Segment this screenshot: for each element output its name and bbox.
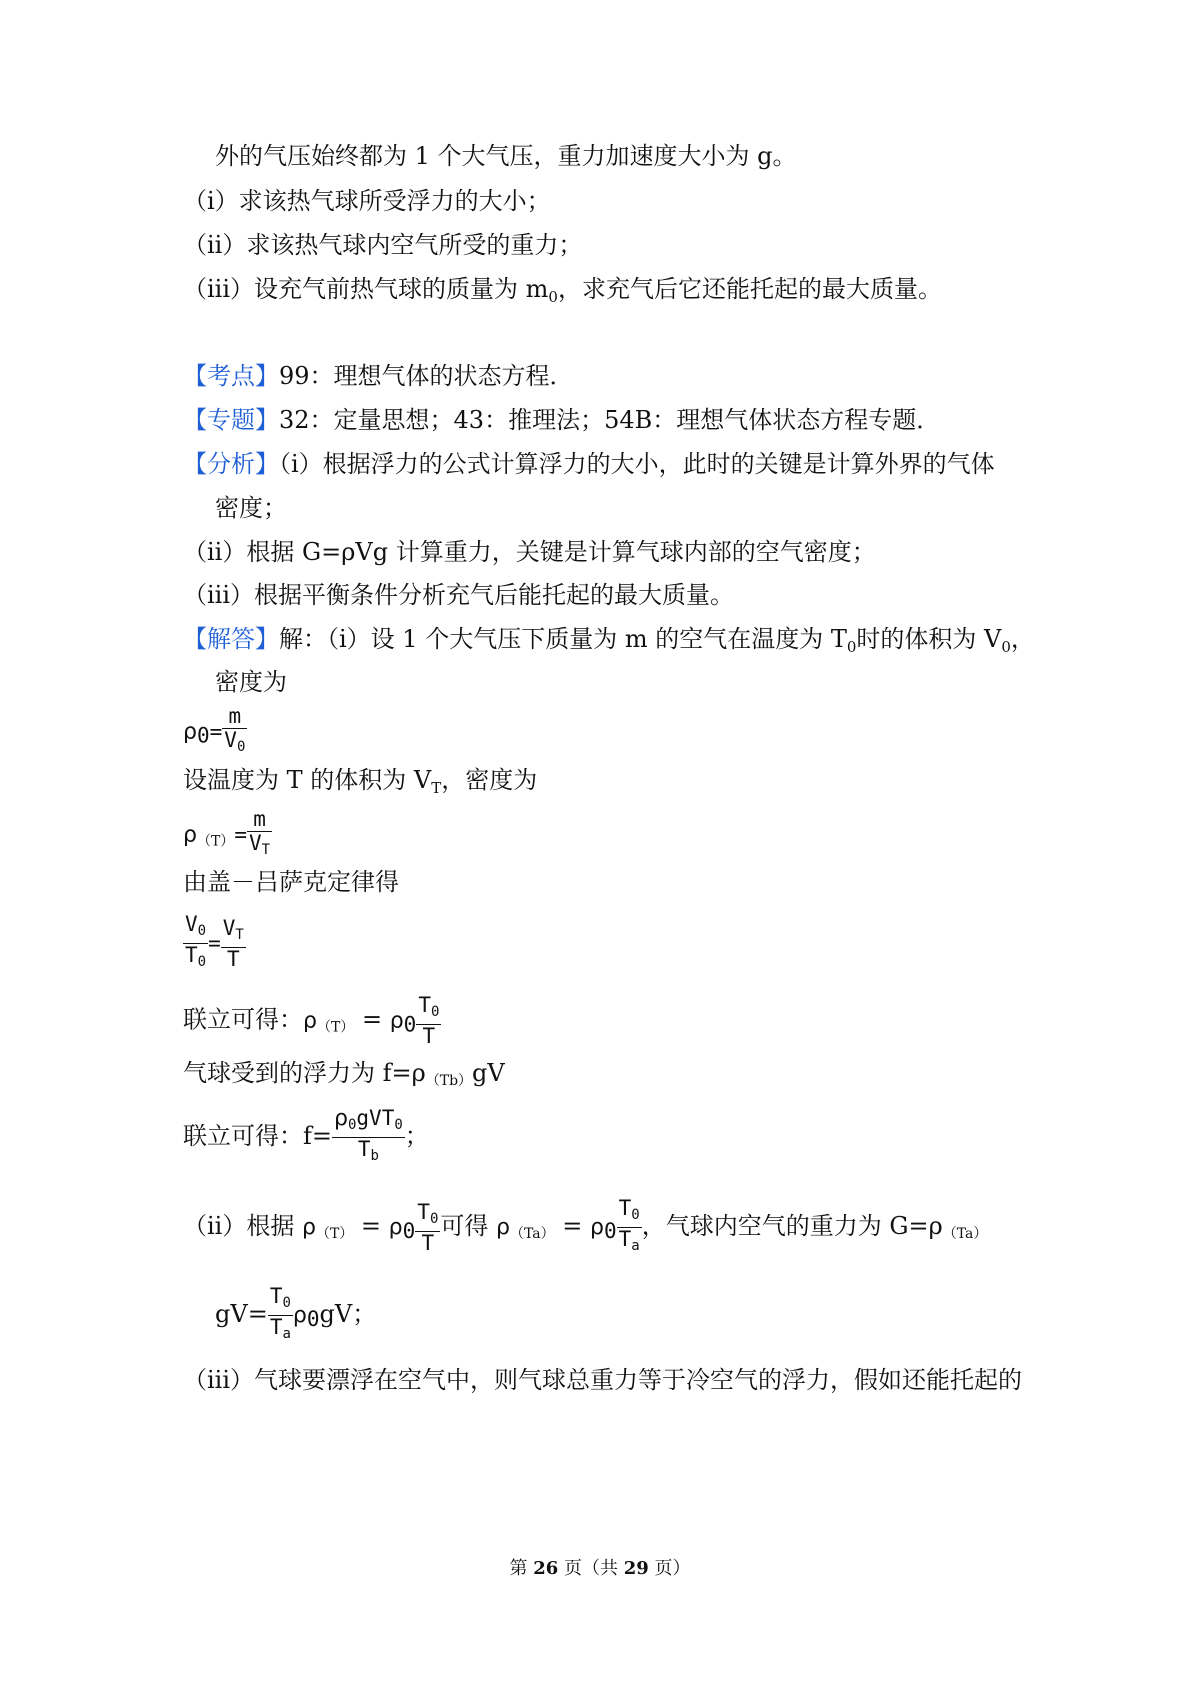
question-intro: 外的气压始终都为 1 个大气压，重力加速度大小为 g。 (215, 142, 797, 170)
jieda-line: 【解答】解：（i）设 1 个大气压下质量为 m 的空气在温度为 $T_0$时的体积为 $V_0$， (183, 625, 1035, 656)
question-ii: （ii）求该热气球内空气所受的重力； (183, 231, 583, 259)
fenxi-tag: 【分析】 (183, 450, 279, 478)
jieda-tag: 【解答】 (183, 625, 279, 653)
question-i: （i）求该热气球所受浮力的大小； (183, 187, 551, 215)
formula-rho0: ρ0= $\frac{m}{V0}$ (183, 704, 246, 755)
question-iii: （iii）设充气前热气球的质量为 $m_0$，求充气后它还能托起的最大质量。 (183, 275, 942, 306)
formula-rhoT: ρ（T）= $\frac{m}{VT}$ (183, 807, 271, 858)
kaodian-line: 【考点】99：理想气体的状态方程． (183, 362, 574, 390)
temp-volume-line: 设温度为 T 的体积为 $V_T$，密度为 (183, 766, 538, 797)
formula-combine-1: 联立可得：ρ（T） = ρ0 $\frac{T0}{T}$ (183, 993, 440, 1048)
zhuanti-tag: 【专题】 (183, 406, 279, 434)
formula-combine-2: 联立可得：f= $\frac{\text{ρ0gVT0}}{Tb}$ ； (183, 1106, 429, 1164)
fenxi-line-2: 密度； (215, 494, 287, 522)
zhuanti-line: 【专题】32：定量思想；43：推理法；54B：理想气体状态方程专题． (183, 406, 941, 434)
fenxi-line: 【分析】（i）根据浮力的公式计算浮力的大小，此时的关键是计算外界的气体 (183, 450, 995, 478)
formula-gay-lussac: $\frac{V0}{T0}$ = $\frac{VT}{T}$ (185, 912, 244, 971)
fenxi-iii: （iii）根据平衡条件分析充气后能托起的最大质量。 (183, 581, 735, 609)
answer-ii-line: （ii）根据 ρ（T） = ρ0 $\frac{T0}{T}$ 可得 ρ（Ta） = ρ0 $\frac{T0}{Ta}$ ，气球内空气的重力为 G=ρ（Ta） (183, 1196, 988, 1255)
fenxi-ii: （ii）根据 G=ρVg 计算重力，关键是计算气球内部的空气密度； (183, 538, 876, 566)
jieda-line-2: 密度为 (215, 668, 287, 696)
formula-gravity: gV= $\frac{T0}{Ta}$ ρ0gV； (215, 1284, 377, 1342)
kaodian-tag: 【考点】 (183, 362, 279, 390)
page-footer: 第 26 页（共 29 页） (509, 1558, 691, 1579)
gay-lussac-line: 由盖－吕萨克定律得 (183, 868, 399, 896)
buoyancy-line: 气球受到的浮力为 f=ρ（Tb）gV (183, 1059, 505, 1089)
answer-iii-line: （iii）气球要漂浮在空气中，则气球总重力等于冷空气的浮力，假如还能托起的 (183, 1366, 1023, 1394)
